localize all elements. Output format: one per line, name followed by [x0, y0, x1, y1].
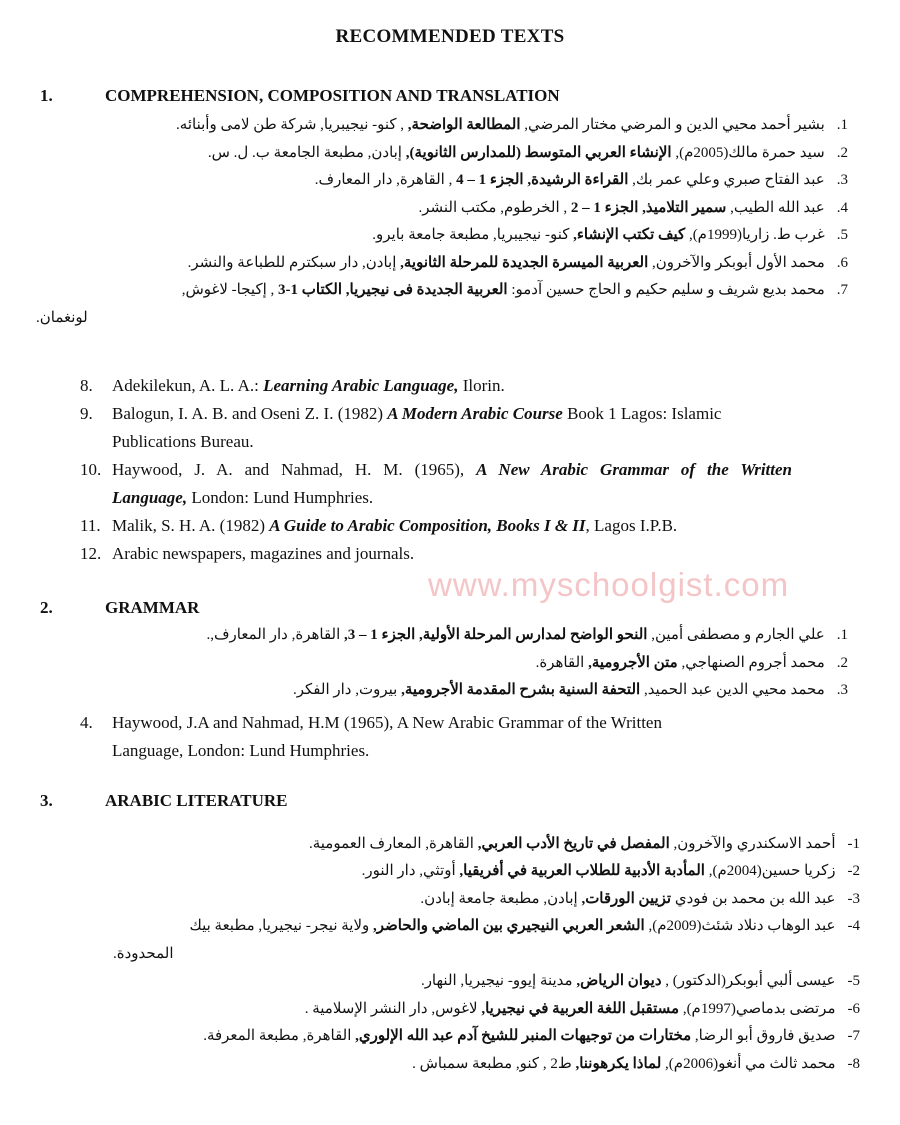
- item-number: 7-: [847, 1028, 860, 1044]
- item-number: 3.: [836, 682, 848, 698]
- item-number: 8-: [847, 1055, 860, 1072]
- text-run: , القاهرة, دار المعارف.: [314, 172, 457, 188]
- list-item: [80, 456, 900, 512]
- item-line: [0, 886, 900, 914]
- list-item: [0, 677, 900, 705]
- list-item: [0, 222, 900, 250]
- item-line: [0, 913, 900, 941]
- text-run: كنو- نيجيبريا, مطبعة جامعة بايرو.: [372, 227, 574, 243]
- text-run: ديوان الرياض,: [576, 973, 662, 989]
- item-line: [0, 1023, 900, 1051]
- text-run: محمد أجروم الصنهاجي,: [677, 654, 825, 671]
- text-run: مستقبل اللغة العربية في نيجيريا,: [481, 1000, 680, 1017]
- section-1-list: [0, 112, 900, 568]
- item-line: [0, 996, 900, 1024]
- text-run: مدينة إيوو- نيجيريا, النهار.: [420, 973, 577, 989]
- item-number: 1.: [836, 117, 848, 133]
- list-item: [0, 250, 900, 278]
- list-item: [0, 650, 900, 678]
- watermark-text: www.myschoolgist.com: [428, 566, 790, 603]
- text-run: محمد ثالث مي أنغو(2006م),: [661, 1055, 836, 1072]
- list-item: [0, 112, 900, 140]
- list-item: [80, 372, 900, 400]
- text-run: ولاية نيجر- نيجيريا, مطبعة بيك: [189, 918, 374, 934]
- text-run: A Guide to Arabic Composition, Books I & II: [269, 516, 586, 535]
- list-item: [0, 277, 900, 332]
- text-run: لماذا يكرهوننا,: [575, 1055, 662, 1072]
- item-line: [80, 737, 900, 765]
- text-run: غرب ط. زاريا(1999م),: [685, 227, 825, 243]
- text-run: Adekilekun, A. L. A.:: [112, 376, 264, 395]
- item-line: [0, 112, 900, 140]
- text-run: عيسى ألبي أبوبكر(الدكتور) ,: [661, 973, 836, 989]
- text-run: القاهرة, مطبعة المعرفة.: [203, 1028, 356, 1044]
- text-run: Book 1 Lagos: Islamic: [562, 404, 722, 423]
- text-run: المطالعة الواضحة,: [407, 117, 521, 133]
- list-item: [0, 858, 900, 886]
- item-line: [0, 305, 900, 333]
- item-line: [80, 512, 900, 540]
- item-line: [80, 484, 900, 512]
- text-run: A Modern Arabic Course: [387, 404, 563, 423]
- text-run: أوتثي, دار النور.: [361, 863, 460, 879]
- text-run: عبد الله الطيب,: [726, 199, 825, 216]
- item-number: 5.: [836, 227, 848, 243]
- section-number: 2.: [40, 598, 53, 617]
- text-run: ط2 , كنو, مطبعة سمباش .: [412, 1055, 576, 1072]
- text-run: عبد الفتاح صبري وعلي عمر بك,: [628, 172, 825, 188]
- list-item: [80, 512, 900, 540]
- list-item: [0, 968, 900, 996]
- text-run: London: Lund Humphries.: [187, 488, 374, 507]
- list-item: [0, 1051, 900, 1079]
- text-run: سيد حمرة مالك(2005م),: [671, 144, 825, 161]
- item-line: [0, 222, 900, 250]
- text-run: المأدبة الأدبية للطلاب العربية في أفريقيا,: [459, 863, 705, 879]
- item-line: [80, 540, 900, 568]
- item-number: 4.: [80, 712, 93, 732]
- item-number: 10.: [80, 460, 102, 479]
- item-number: 11.: [80, 516, 101, 535]
- item-line: [0, 650, 900, 678]
- item-line: [0, 968, 900, 996]
- page-title: RECOMMENDED TEXTS: [335, 26, 565, 47]
- item-line: [0, 195, 900, 223]
- text-run: , كنو- نيجيبريا, شركة طن لامى وأبنائه.: [176, 117, 408, 133]
- text-run: Arabic newspapers, magazines and journals.: [112, 544, 415, 563]
- item-line: [0, 831, 900, 859]
- text-run: القاهرة.: [535, 654, 589, 671]
- text-run: Ilorin.: [458, 376, 505, 395]
- text-run: A New Arabic Grammar of the Written: [476, 460, 792, 479]
- text-run: إبادن, مطبعة الجامعة ب. ل. س.: [207, 144, 406, 161]
- text-run: بشير أحمد محيي الدين و المرضي مختار المرضي,: [520, 117, 825, 133]
- text-run: الشعر العربي النيجيري بين الماضي والحاضر,: [373, 918, 645, 934]
- text-run: متن الأجرومية,: [588, 654, 678, 671]
- list-item: [0, 886, 900, 914]
- list-item: [0, 622, 900, 650]
- text-run: العربية الميسرة الجديدة للمرحلة الثانوية,: [400, 254, 649, 271]
- text-run: العربية الجديدة فى نيجيريا, الكتاب 1-3: [278, 282, 508, 298]
- item-line: [0, 622, 900, 650]
- item-number: 2.: [836, 654, 848, 671]
- section-heading-2: [40, 598, 900, 618]
- text-run: إبادن, دار سبكترم للطباعة والنشر.: [187, 254, 401, 271]
- item-line: [0, 941, 900, 969]
- list-item: [80, 540, 900, 568]
- text-run: المفصل في تاريخ الأدب العربي,: [477, 835, 670, 852]
- text-run: , Lagos I.P.B.: [585, 516, 678, 535]
- item-number: 9.: [80, 404, 93, 423]
- text-run: صديق فاروق أبو الرضا,: [691, 1028, 836, 1044]
- text-run: كيف تكتب الإنشاء,: [573, 227, 686, 243]
- section-heading-1: [40, 86, 900, 106]
- text-run: القاهرة, المعارف العمومية.: [308, 835, 478, 852]
- text-run: التحفة السنية بشرح المقدمة الأجرومية,: [401, 682, 641, 698]
- text-run: عبد الله بن محمد بن فودي: [671, 890, 836, 907]
- item-line: [80, 372, 900, 400]
- section-number: 1.: [40, 86, 53, 105]
- list-item: [0, 140, 900, 168]
- text-run: أحمد الاسكندري والآخرون,: [669, 835, 836, 852]
- item-number: 6.: [836, 254, 848, 271]
- text-run: مرتضى بدماصي(1997م),: [679, 1000, 836, 1017]
- item-number: 1-: [847, 835, 860, 852]
- text-run: عبد الوهاب دنلاد شئث(2009م),: [644, 918, 836, 934]
- list-item: [0, 1023, 900, 1051]
- item-line: [80, 709, 900, 737]
- text-run: علي الجارم و مصطفى أمين,: [647, 627, 825, 643]
- text-run: سمير التلاميذ, الجزء 1 – 2: [570, 199, 727, 216]
- item-number: 4-: [847, 918, 860, 934]
- text-run: المحدودة.: [113, 945, 174, 962]
- item-number: 5-: [847, 973, 860, 989]
- item-line: [80, 456, 792, 484]
- item-line: [0, 858, 900, 886]
- text-run: , إكيجا- لاغوش,: [181, 282, 279, 298]
- text-run: محمد بديع شريف و سليم حكيم و الحاج حسين آدمو:: [507, 282, 825, 298]
- section-title: COMPREHENSION, COMPOSITION AND TRANSLATION: [105, 86, 560, 105]
- text-run: القراءة الرشيدة, الجزء 1 – 4: [456, 172, 629, 188]
- item-line: [0, 277, 900, 305]
- item-line: [0, 1051, 900, 1079]
- list-item: [0, 996, 900, 1024]
- text-run: محمد محيي الدين عبد الحميد,: [640, 682, 825, 698]
- text-run: زكريا حسين(2004م),: [704, 863, 836, 879]
- item-line: [80, 400, 900, 428]
- section-title: ARABIC LITERATURE: [105, 790, 288, 810]
- section-number: 3.: [40, 790, 53, 810]
- text-run: بيروت, دار الفكر.: [292, 682, 402, 698]
- list-item: [80, 400, 900, 456]
- item-number: 2.: [836, 144, 848, 161]
- text-run: Haywood, J. A. and Nahmad, H. M. (1965),: [112, 460, 477, 479]
- item-line: [80, 428, 900, 456]
- item-number: 4.: [836, 199, 848, 216]
- text-run: مختارات من توجيهات المنبر للشيخ آدم عبد الله الإلوري,: [355, 1028, 692, 1044]
- item-line: [0, 677, 900, 705]
- item-number: 8.: [80, 376, 93, 395]
- section-3-list: [0, 831, 900, 1079]
- item-number: 7.: [836, 282, 848, 298]
- text-run: Publications Bureau.: [112, 432, 254, 451]
- item-number: 6-: [847, 1000, 860, 1017]
- text-run: Malik, S. H. A. (1982): [112, 516, 270, 535]
- text-run: Balogun, I. A. B. and Oseni Z. I. (1982): [112, 404, 388, 423]
- item-line: [0, 250, 900, 278]
- item-line: [0, 167, 900, 195]
- item-number: 1.: [836, 627, 848, 643]
- item-number: 2-: [847, 863, 860, 879]
- text-run: لونغمان.: [36, 309, 88, 326]
- text-run: Language, London: Lund Humphries.: [112, 740, 370, 760]
- text-run: محمد الأول أبوبكر والآخرون,: [648, 254, 825, 271]
- list-item: [0, 913, 900, 968]
- list-item: [0, 831, 900, 859]
- text-run: القاهرة, دار المعارف,.: [206, 627, 345, 643]
- item-number: 12.: [80, 544, 102, 563]
- section-title: GRAMMAR: [105, 598, 200, 617]
- text-run: إبادن, مطبعة جامعة إبادن.: [420, 890, 582, 907]
- text-run: Learning Arabic Language,: [263, 376, 459, 395]
- text-run: Language,: [112, 488, 188, 507]
- item-number: 3-: [847, 890, 860, 907]
- list-item: [80, 709, 900, 765]
- section-heading-3: [40, 791, 900, 811]
- section-2-list: [0, 622, 900, 765]
- text-run: Haywood, J.A and Nahmad, H.M (1965), A New Arabic Grammar of the Written: [112, 712, 662, 732]
- list-item: [0, 167, 900, 195]
- text-run: لاغوس, دار النشر الإسلامية .: [304, 1000, 482, 1017]
- item-line: [0, 140, 900, 168]
- item-number: 3.: [836, 172, 848, 188]
- text-run: النحو الواضح لمدارس المرحلة الأولية, الجزء 1 – 3,: [344, 627, 648, 643]
- text-run: تزيين الورقات,: [581, 890, 672, 907]
- text-run: , الخرطوم, مكتب النشر.: [418, 199, 571, 216]
- text-run: الإنشاء العربي المتوسط (للمدارس الثانوية),: [405, 144, 672, 161]
- list-item: [0, 195, 900, 223]
